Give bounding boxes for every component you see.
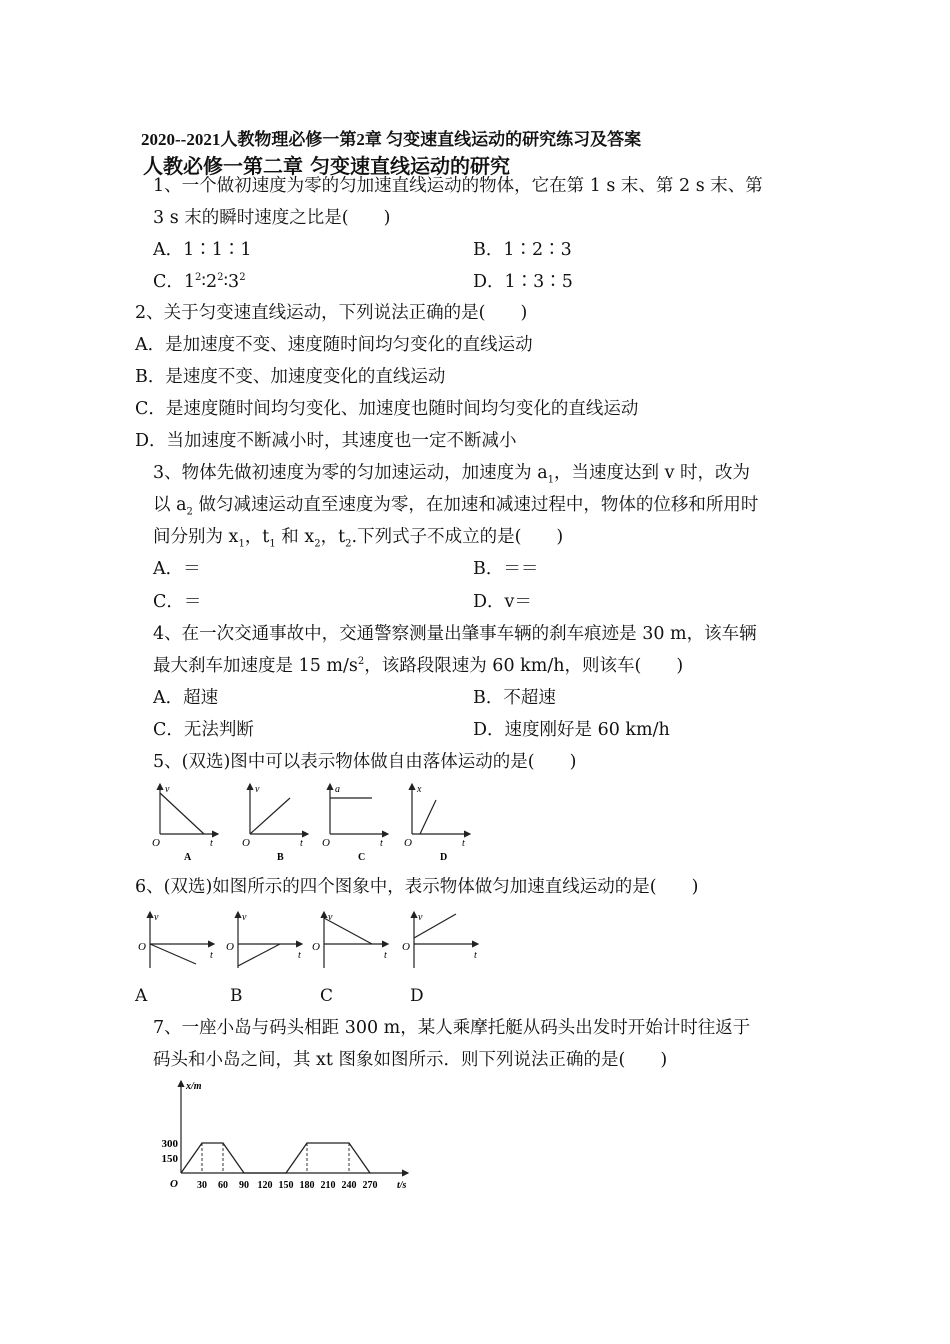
q4-stem-line2: 最大刹车加速度是 15 $m/s^2$，该路段限速为 60 km/h，则该车( ) (153, 656, 684, 676)
q3-stem-line3: 间分别为 $x_1$，$t_1$ 和 $x_2$，$t_2$.下列式子不成立的是( ) (153, 527, 564, 550)
q5-a-caption: A (184, 852, 192, 863)
q4-option-c: C．无法判断 (153, 720, 254, 740)
q6-graph-b (226, 912, 302, 968)
q6-c-origin: O (312, 941, 320, 953)
x-tick-label: 150 (278, 1180, 294, 1191)
q6-b-xlabel: t (298, 950, 301, 961)
q6-b-line (238, 944, 280, 966)
q6-a-origin: O (138, 941, 146, 953)
x-tick-label: 120 (257, 1180, 273, 1191)
q6-d-ylabel: v (418, 912, 423, 923)
q6-b-origin: O (226, 941, 234, 953)
q6-c-xlabel: t (384, 950, 387, 961)
q1-stem-line1: 1、一个做初速度为零的匀加速直线运动的物体，它在第 1 s 末、第 2 s 末、第 (153, 176, 763, 196)
q5-d-xlabel: t (462, 838, 465, 849)
q7-stem-line1: 7、一座小岛与码头相距 300 m，某人乘摩托艇从码头出发时开始计时往返于 (153, 1018, 751, 1038)
q5-d-ylabel: x (417, 784, 422, 795)
q4-option-d: D．速度刚好是 60 km/h (473, 720, 670, 740)
q5-c-caption: C (358, 852, 366, 863)
q2-option-b: B．是速度不变、加速度变化的直线运动 (135, 367, 446, 387)
q6-d-xlabel: t (474, 950, 477, 961)
q6-c-ylabel: v (328, 912, 333, 923)
q5-graph-a (152, 784, 218, 863)
q5-b-origin: O (242, 837, 250, 849)
q5-c-xlabel: t (380, 838, 383, 849)
q5-graphs (140, 778, 480, 868)
q6-graph-a (138, 912, 214, 968)
x-tick-label: 210 (320, 1180, 336, 1191)
q5-b-line (250, 798, 290, 834)
q5-c-origin: O (322, 837, 330, 849)
x-tick-label: 90 (239, 1180, 249, 1191)
q6-caption-a: A (135, 986, 148, 1006)
x-tick-label: 270 (362, 1180, 378, 1191)
x-axis-label: t/s (397, 1180, 407, 1191)
document-title: 2020--2021人教物理必修一第2章 匀变速直线运动的研究练习及答案 (141, 130, 642, 149)
q2-option-d: D．当加速度不断减小时，其速度也一定不断减小 (135, 431, 517, 451)
q5-a-ylabel: v (165, 784, 170, 795)
q6-caption-b: B (230, 986, 243, 1006)
q5-a-line (160, 793, 204, 834)
q5-stem: 5、(双选)图中可以表示物体做自由落体运动的是( ) (153, 752, 577, 772)
q1-option-d: D．1∶3∶5 (473, 272, 573, 292)
q2-option-c: C．是速度随时间均匀变化、加速度也随时间均匀变化的直线运动 (135, 399, 639, 419)
y-tick-label: 150 (161, 1153, 178, 1165)
q1-option-c: C．$1^2∶2^2∶3^2$ (153, 272, 246, 292)
q5-graph-b (242, 784, 308, 863)
q6-d-origin: O (402, 941, 410, 953)
q2-option-a: A．是加速度不变、速度随时间均匀变化的直线运动 (135, 335, 533, 355)
q5-c-ylabel: a (335, 784, 340, 795)
q6-a-ylabel: v (154, 912, 159, 923)
q5-a-origin: O (152, 837, 160, 849)
q3-stem-line1: 3、物体先做初速度为零的匀加速运动，加速度为 $a_1$，当速度达到 v 时，改为 (153, 463, 751, 486)
q6-a-xlabel: t (210, 950, 213, 961)
q7-stem-line2: 码头和小岛之间，其 xt 图象如图所示．则下列说法正确的是( ) (153, 1050, 668, 1070)
q4-stem-line1: 4、在一次交通事故中，交通警察测量出肇事车辆的刹车痕迹是 30 m，该车辆 (153, 624, 757, 644)
q5-b-xlabel: t (300, 838, 303, 849)
q1-option-a: A．1∶1∶1 (153, 240, 252, 260)
q5-d-origin: O (404, 837, 412, 849)
xt-series-line (181, 1143, 370, 1173)
x-tick-label: 240 (341, 1180, 357, 1191)
y-axis-label: x/m (186, 1081, 202, 1092)
q6-graph-c (312, 912, 388, 968)
q6-a-line (150, 944, 196, 964)
q4-option-a: A．超速 (153, 688, 219, 708)
y-tick-label: 300 (161, 1138, 178, 1150)
q1-stem-line2: 3 s 末的瞬时速度之比是( ) (153, 208, 391, 228)
q1-option-b: B．1∶2∶3 (473, 240, 572, 260)
origin-label: O (170, 1178, 178, 1190)
q3-option-d: D．v＝ (473, 592, 532, 612)
q5-b-ylabel: v (255, 784, 260, 795)
q3-stem-line2: 以 $a_2$ 做匀减速运动直至速度为零，在加速和减速过程中，物体的位移和所用时 (153, 495, 759, 518)
q6-graph-d (402, 912, 478, 968)
q2-stem: 2、关于匀变速直线运动，下列说法正确的是( ) (135, 303, 528, 323)
x-tick-label: 60 (218, 1180, 228, 1191)
q6-caption-d: D (410, 986, 424, 1006)
x-tick-label: 30 (197, 1180, 207, 1191)
q5-b-caption: B (277, 852, 284, 863)
q3-option-b: B．＝＝ (473, 559, 539, 579)
x-tick-label: 180 (299, 1180, 315, 1191)
q6-graphs (132, 906, 492, 976)
q6-b-ylabel: v (242, 912, 247, 923)
chapter-title: 人教必修一第二章 匀变速直线运动的研究 (143, 154, 510, 178)
xt-chart (150, 1075, 420, 1200)
q3-option-c: C．＝ (153, 592, 202, 612)
q5-graph-c (322, 784, 388, 863)
q4-option-b: B．不超速 (473, 688, 556, 708)
q5-d-caption: D (440, 852, 448, 863)
q5-d-line (420, 800, 436, 834)
q6-caption-c: C (320, 986, 334, 1006)
q5-a-xlabel: t (210, 838, 213, 849)
q3-option-a: A．＝ (153, 559, 201, 579)
q5-graph-d (404, 784, 470, 863)
q6-stem: 6、(双选)如图所示的四个图象中，表示物体做匀加速直线运动的是( ) (135, 877, 699, 897)
